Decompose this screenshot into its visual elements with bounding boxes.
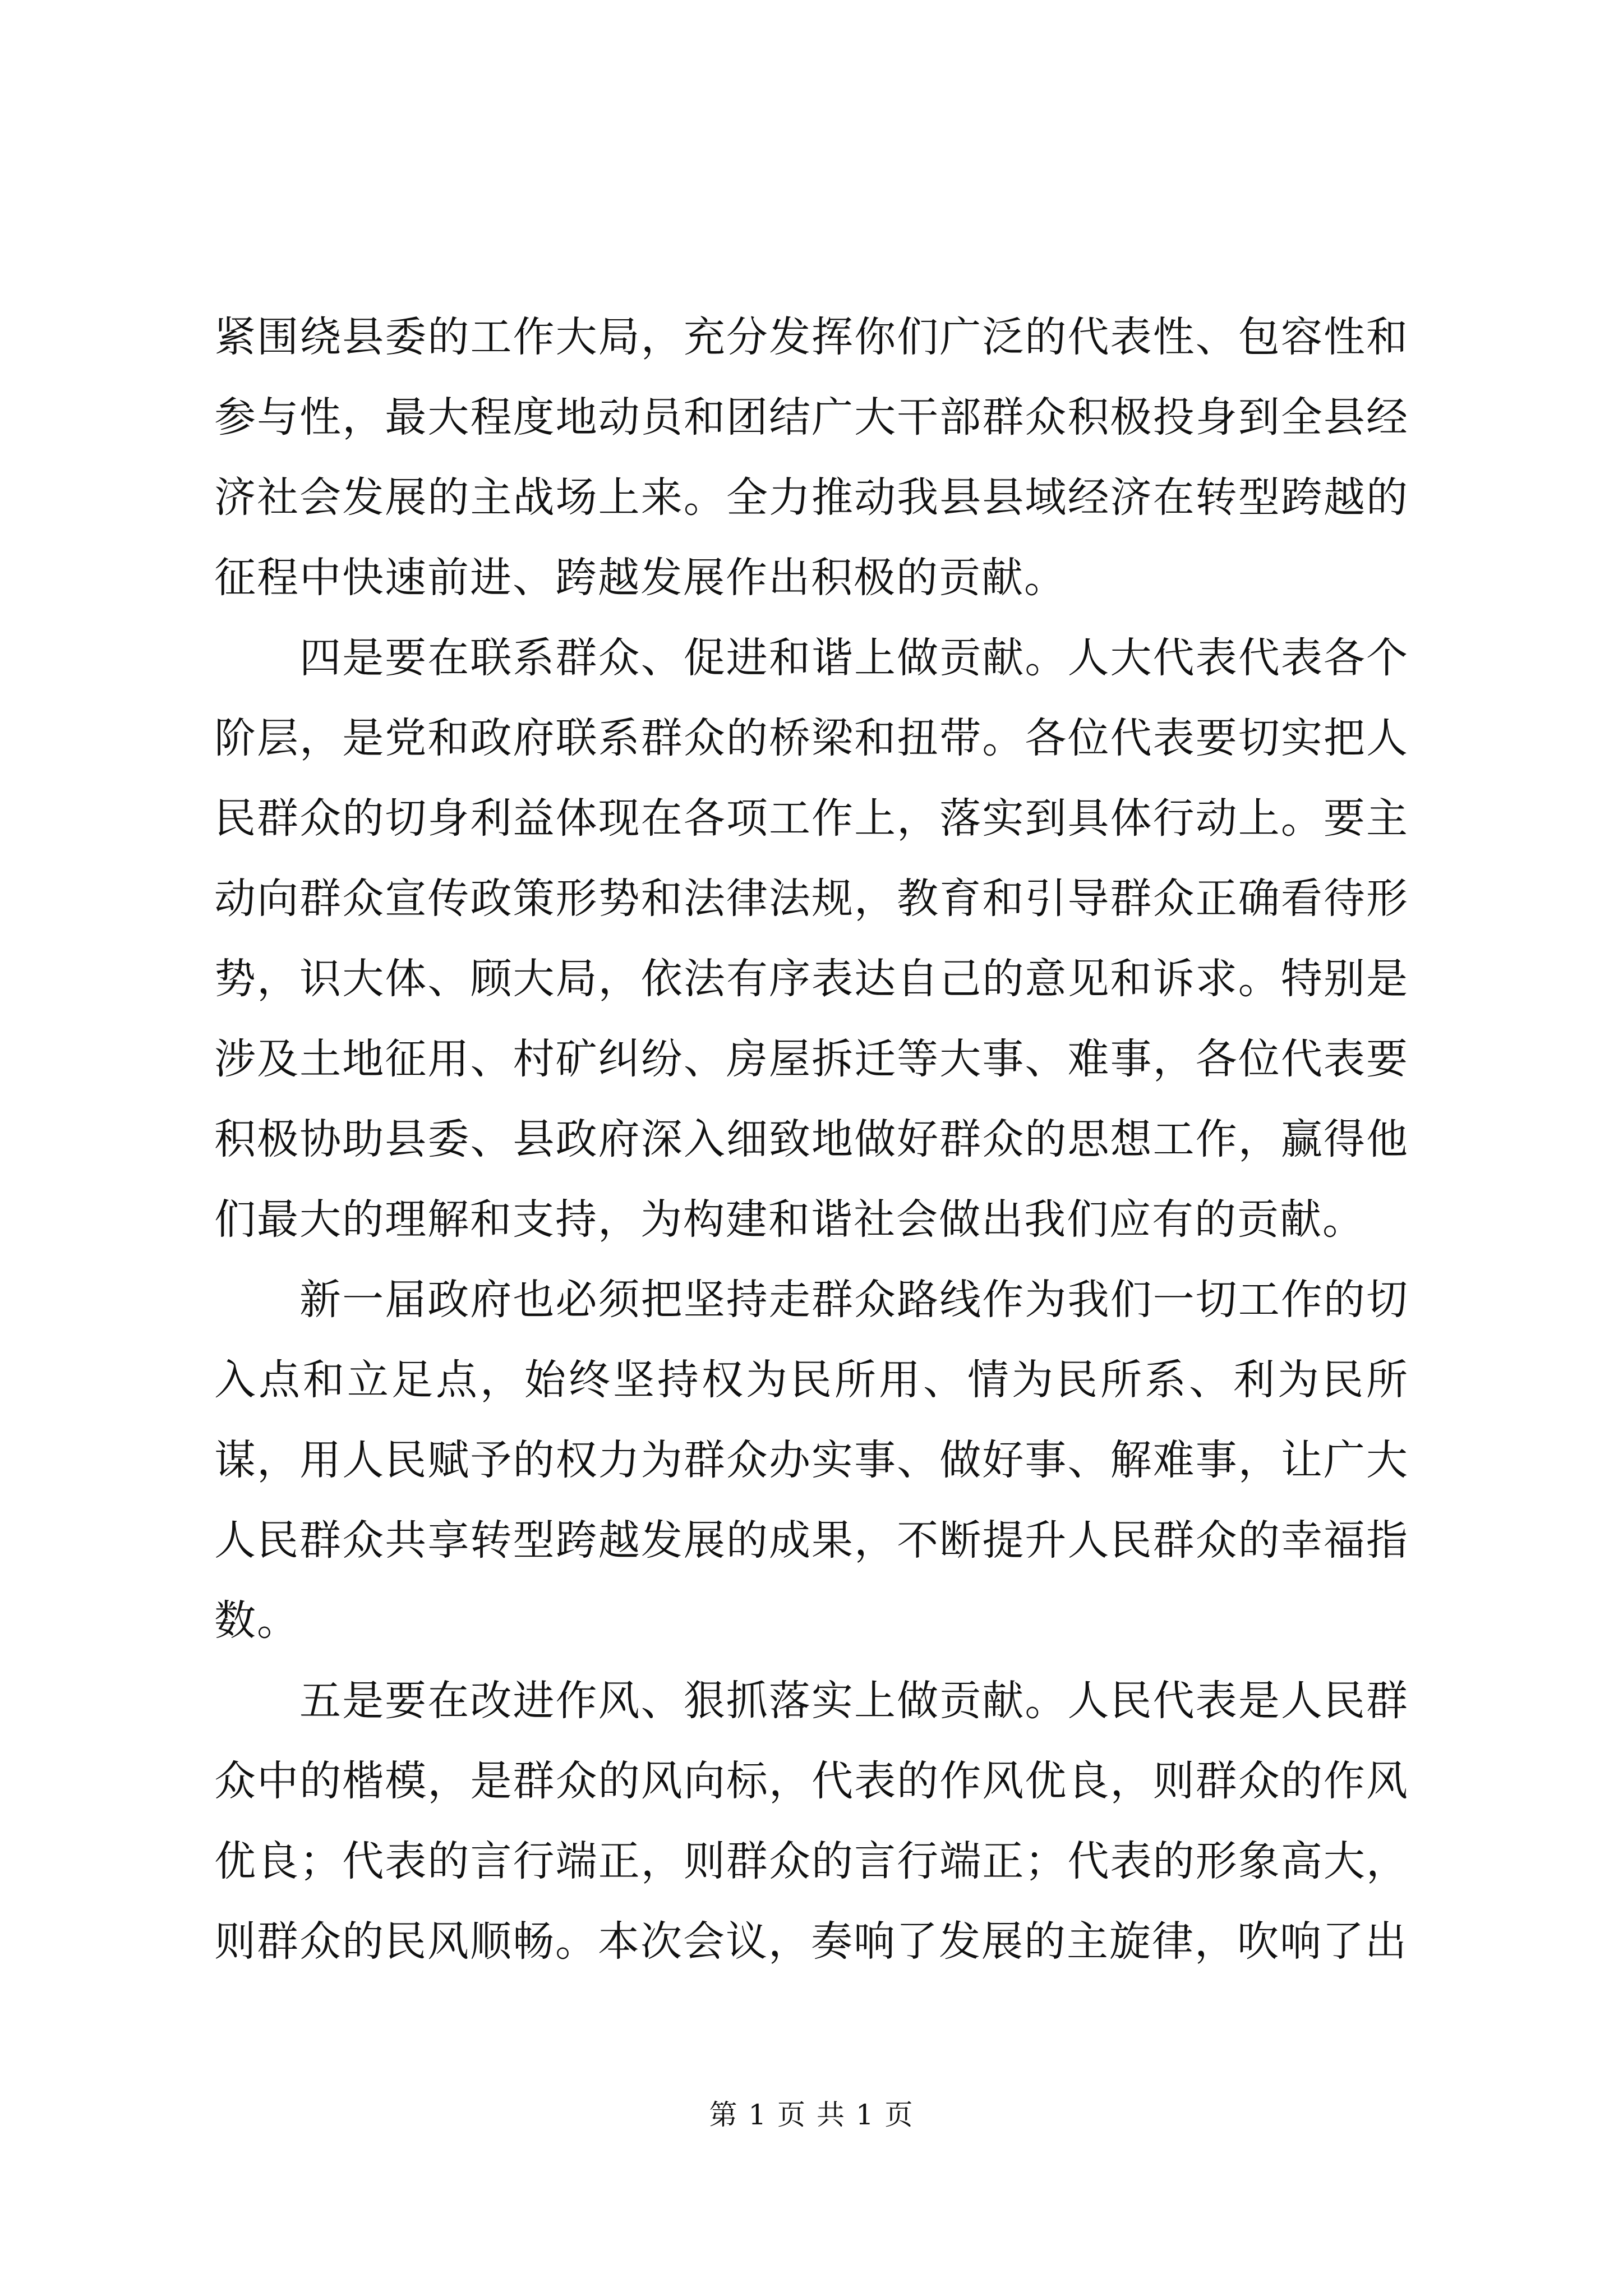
paragraph-4: 五是要在改进作风、狠抓落实上做贡献。人民代表是人民群众中的楷模，是群众的风向标，代表的作风优良，则群众的作风优良；代表的言行端正，则群众的言行端正；代表的形象高大，则群众的民风顺畅。本次会议，奏响了发展的主旋律，吹响了出 xyxy=(214,1677,1409,1966)
paragraph-3: 新一届政府也必须把坚持走群众路线作为我们一切工作的切入点和立足点，始终坚持权为民所用、情为民所系、利为民所谋，用人民赋予的权力为群众办实事、做好事、解难事，让广大人民群众共享转型跨越发展的成果，不断提升人民群众的幸福指数。 xyxy=(214,1276,1409,1645)
page-footer: 第 1 页 共 1 页 xyxy=(709,2099,914,2131)
document-body xyxy=(214,297,1409,1982)
paragraph-2: 四是要在联系群众、促进和谐上做贡献。人大代表代表各个阶层，是党和政府联系群众的桥梁和扭带。各位代表要切实把人民群众的切身利益体现在各项工作上，落实到具体行动上。要主动向群众宣传政策形势和法律法规，教育和引导群众正确看待形势，识大体、顾大局，依法有序表达自己的意见和诉求。特别是涉及土地征用、村矿纠纷、房屋拆迁等大事、难事，各位代表要积极协助县委、县政府深入细致地做好群众的思想工作，赢得他们最大的理解和支持，为构建和谐社会做出我们应有的贡献。 xyxy=(214,634,1409,1244)
paragraph-1: 紧围绕县委的工作大局，充分发挥你们广泛的代表性、包容性和参与性，最大程度地动员和团结广大干部群众积极投身到全县经济社会发展的主战场上来。全力推动我县县域经济在转型跨越的征程中快速前进、跨越发展作出积极的贡献。 xyxy=(214,313,1409,602)
